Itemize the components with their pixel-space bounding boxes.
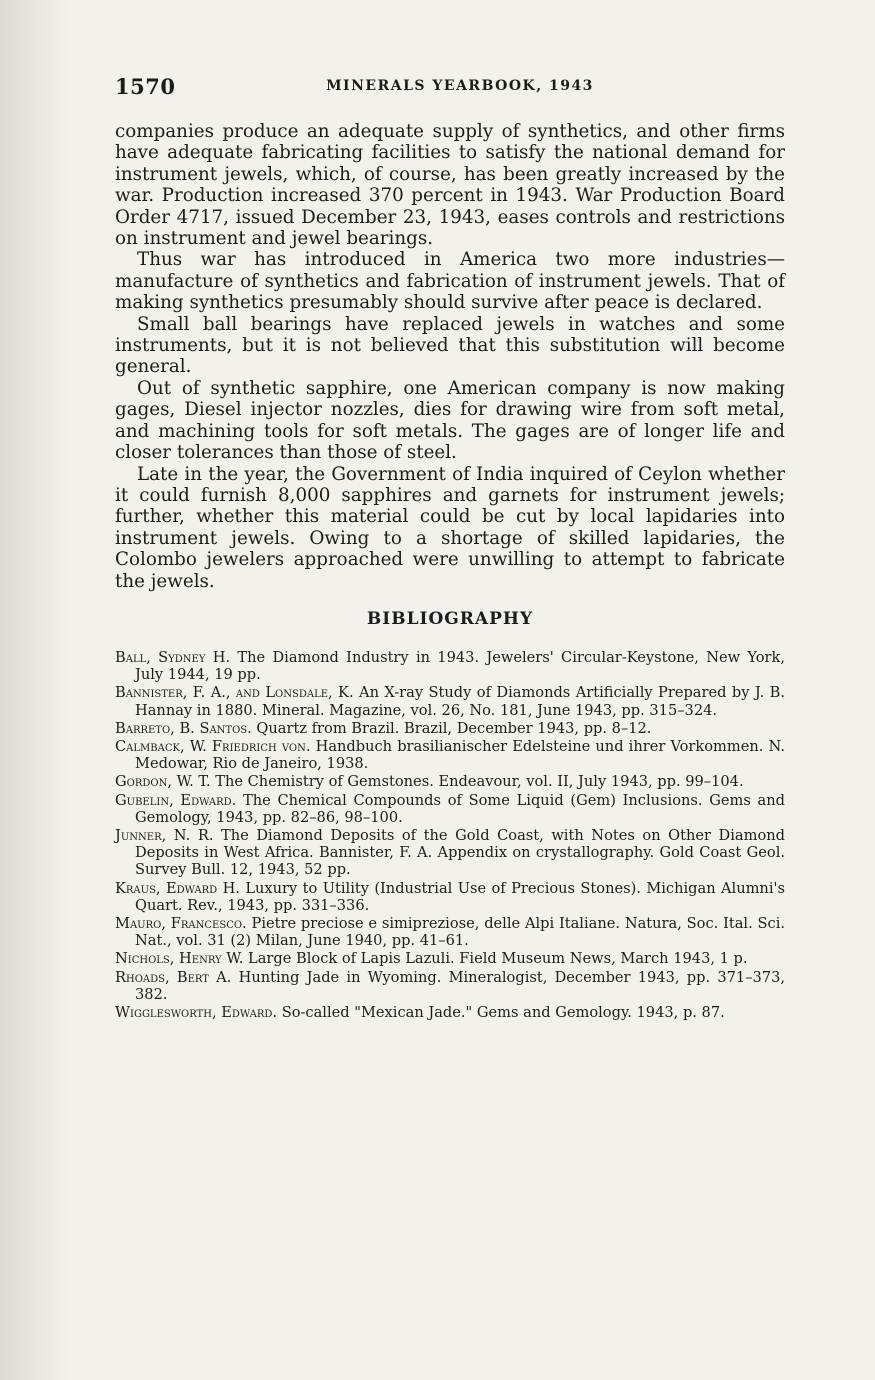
running-head: MINERALS YEARBOOK, 1943 (326, 78, 594, 94)
bibliography-entry (115, 969, 785, 1003)
body-text (115, 121, 785, 592)
page-number: 1570 (115, 74, 176, 99)
entry-author: Nichols, Henry W. (115, 950, 244, 968)
entry-text: The Chemistry of Gemstones. Endeavour, vol. II, July 1943, pp. 99–104. (215, 773, 744, 791)
bibliography-entry (115, 684, 785, 718)
paragraph: Late in the year, the Government of India inquired of Ceylon whether it could furnish 8,000 sapphires and garnets for instrument jewels; further, whether this material could be cut by local lapidaries into instrument jewels. Owing to a shortage of skilled lapidaries, the Colombo jewelers approached were unwilling to attempt to fabricate the jewels. (115, 463, 785, 592)
entry-author: Mauro, Francesco. (115, 915, 247, 933)
bibliography-entry (115, 880, 785, 914)
bibliography-entry (115, 950, 785, 967)
paragraph: Small ball bearings have replaced jewels in watches and some instruments, but it is not believed that this substitution will become general. (115, 313, 785, 378)
entry-author: Gubelin, Edward. (115, 791, 237, 809)
paragraph: Out of synthetic sapphire, one American company is now making gages, Diesel injector nozzles, dies for drawing wire from soft metal, and machining tools for soft metals. The gages are of longer life and closer tolerances than those of steel. (115, 377, 785, 464)
entry-author: Calmback, W. Friedrich von. (115, 738, 311, 756)
entry-text: An X-ray Study of Diamonds Artificially Prepared by J. B. Hannay in 1880. Mineral. Magazine, vol. 26, No. 181, June 1943, pp. 315–324. (135, 684, 786, 719)
entry-author: Bannister, F. A., and Lonsdale, K. (115, 684, 354, 702)
entry-author: Barreto, B. Santos. (115, 719, 252, 737)
bibliography-entry (115, 792, 785, 826)
bibliography-entry (115, 915, 785, 949)
entry-text: The Diamond Industry in 1943. Jewelers' Circular-Keystone, New York, July 1944, 19 pp. (135, 649, 786, 684)
bibliography-heading: BIBLIOGRAPHY (366, 609, 534, 629)
bibliography-entry (115, 827, 785, 879)
entry-author: Gordon, W. T. (115, 773, 211, 791)
bibliography-entry (115, 720, 785, 737)
bibliography-entry (115, 649, 785, 683)
page-header (115, 74, 785, 104)
entry-author: Ball, Sydney H. (115, 649, 231, 666)
entry-author: Wigglesworth, Edward. (115, 1004, 278, 1022)
scan-shadow (0, 0, 70, 1380)
entry-author: Rhoads, Bert A. (115, 968, 232, 986)
entry-text: The Diamond Deposits of the Gold Coast, with Notes on Other Diamond Deposits in West Africa. Bannister, F. A. Appendix on crystallography. Gold Coast Geol. Survey Bull. 12, 1943, 52 pp. (135, 827, 785, 879)
bibliography-entry (115, 738, 785, 772)
entry-text: The Chemical Compounds of Some Liquid (Gem) Inclusions. Gems and Gemology, 1943, pp. 82–86, 98–100. (135, 791, 785, 826)
entry-text: So-called "Mexican Jade." Gems and Gemology. 1943, p. 87. (281, 1004, 725, 1022)
entry-text: Handbuch brasilianischer Edelsteine und ihrer Vorkommen. N. Medowar, Rio de Janeiro, 1938. (135, 738, 785, 773)
entry-author: Junner, N. R. (115, 827, 214, 845)
entry-text: Quartz from Brazil. Brazil, December 1943, pp. 8–12. (256, 719, 652, 737)
entry-text: Large Block of Lapis Lazuli. Field Museum News, March 1943, 1 p. (248, 950, 748, 968)
entry-author: Kraus, Edward H. (115, 879, 240, 897)
bibliography-list (115, 649, 785, 1022)
entry-text: Hunting Jade in Wyoming. Mineralogist, December 1943, pp. 371–373, 382. (135, 968, 786, 1003)
paragraph: companies produce an adequate supply of synthetics, and other firms have adequate fabricating facilities to satisfy the national demand for instrument jewels, which, of course, has been greatly increased by the war. Production increased 370 percent in 1943. War Production Board Order 4717, issued December 23, 1943, eases controls and restrictions on instrument and jewel bearings. (115, 121, 785, 250)
bibliography-entry (115, 1004, 785, 1021)
entry-text: Pietre preciose e simipreziose, delle Alpi Italiane. Natura, Soc. Ital. Sci. Nat., vol. 31 (2) Milan, June 1940, pp. 41–61. (135, 915, 786, 950)
paragraph: Thus war has introduced in America two more industries—manufacture of synthetics and fabrication of instrument jewels. That of making synthetics presumably should survive after peace is declared. (115, 249, 785, 314)
bibliography-entry (115, 773, 785, 790)
entry-text: Luxury to Utility (Industrial Use of Precious Stones). Michigan Alumni's Quart. Rev., 1943, pp. 331–336. (135, 879, 786, 914)
